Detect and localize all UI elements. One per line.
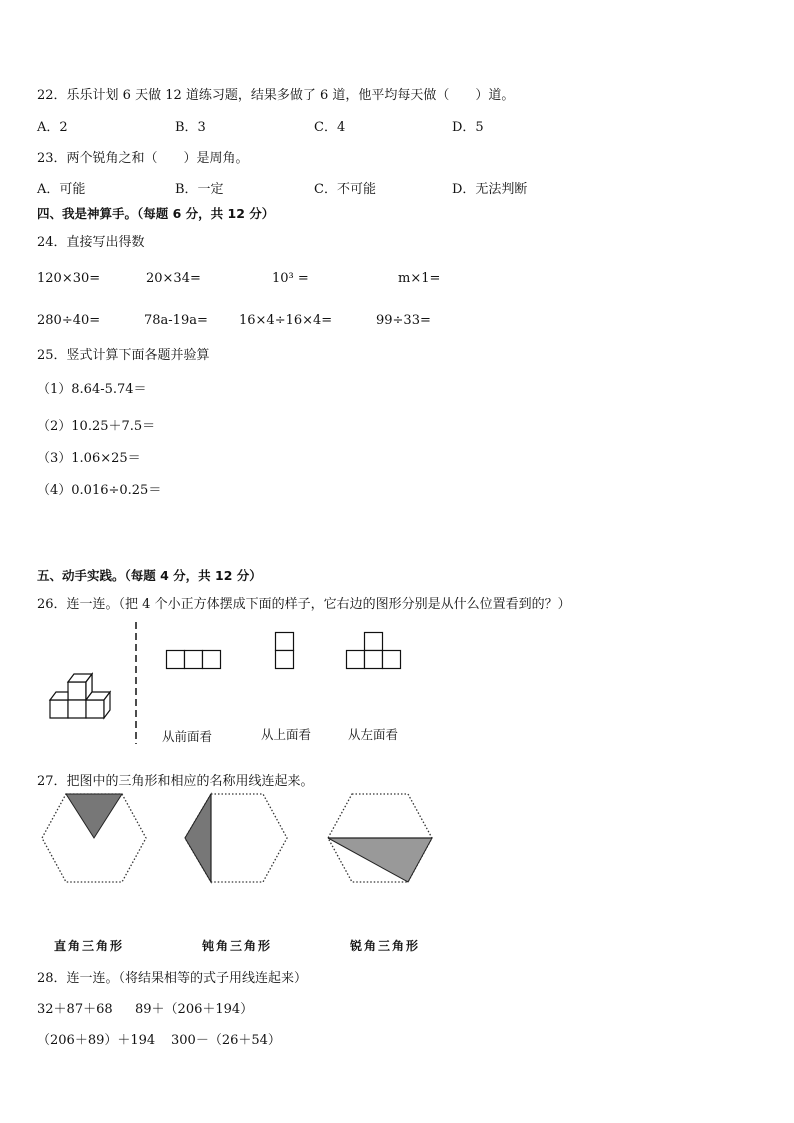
q25-item-3: （3）1.06×25＝ — [37, 451, 141, 466]
q27-label-obtuse: 钝角三角形 — [202, 939, 273, 953]
q28-expr-3: （206＋89）＋194 — [37, 1033, 156, 1048]
q28-expr-1: 32＋87＋68 — [37, 1002, 113, 1017]
q22-option-b: B．3 — [175, 120, 206, 135]
q24-r1-c1: 120×30= — [37, 271, 101, 286]
section4-heading: 四、我是神算手。（每题 6 分，共 12 分） — [37, 206, 275, 221]
q26-label-top: 从上面看 — [261, 727, 312, 742]
section5-heading: 五、动手实践。（每题 4 分，共 12 分） — [37, 568, 262, 583]
left-view-figure — [346, 632, 402, 670]
q28-expr-4: 300－（26＋54） — [171, 1033, 281, 1048]
q26-label-front: 从前面看 — [162, 729, 213, 744]
q22-option-a: A．2 — [37, 120, 68, 135]
q24-stem: 24．直接写出得数 — [37, 235, 145, 250]
q26-stem: 26．连一连。（把 4 个小正方体摆成下面的样子，它右边的图形分别是从什么位置看到的？） — [37, 597, 571, 612]
q25-item-4: （4）0.016÷0.25＝ — [37, 483, 162, 498]
q23-option-c: C．不可能 — [314, 182, 376, 197]
hexagon-obtuse-triangle-figure — [181, 792, 289, 886]
q24-r2-c2: 78a-19a= — [144, 313, 208, 328]
q24-r2-c3: 16×4÷16×4= — [239, 313, 333, 328]
top-view-figure — [275, 632, 295, 670]
q22-option-d: D．5 — [452, 120, 484, 135]
q28-stem: 28．连一连。（将结果相等的式子用线连起来） — [37, 971, 308, 986]
q26-label-left: 从左面看 — [348, 727, 399, 742]
hexagon-right-triangle-figure — [40, 792, 148, 886]
q22-stem: 22．乐乐计划 6 天做 12 道练习题，结果多做了 6 道，他平均每天做（ ）道。 — [37, 88, 515, 103]
q24-r1-c4: m×1= — [398, 271, 441, 286]
q24-r1-c2: 20×34= — [146, 271, 201, 286]
q25-item-2: （2）10.25＋7.5＝ — [37, 419, 156, 434]
q23-stem: 23．两个锐角之和（ ）是周角。 — [37, 151, 249, 166]
q23-option-b: B．一定 — [175, 182, 224, 197]
front-view-figure — [166, 650, 222, 670]
q22-option-c: C．4 — [314, 120, 346, 135]
q24-r1-c3: 10³ = — [272, 271, 309, 286]
q25-stem: 25．竖式计算下面各题并验算 — [37, 348, 210, 363]
q27-label-right: 直角三角形 — [54, 939, 125, 953]
q27-label-acute: 锐角三角形 — [350, 939, 421, 953]
q24-r2-c4: 99÷33= — [376, 313, 431, 328]
q24-r2-c1: 280÷40= — [37, 313, 101, 328]
divider-dashed-line — [134, 622, 138, 744]
cube-stack-figure — [40, 660, 130, 730]
q28-expr-2: 89＋（206＋194） — [135, 1002, 254, 1017]
q27-stem: 27．把图中的三角形和相应的名称用线连起来。 — [37, 774, 314, 789]
hexagon-acute-triangle-figure — [326, 792, 434, 886]
q25-item-1: （1）8.64-5.74＝ — [37, 382, 147, 397]
q23-option-a: A．可能 — [37, 182, 86, 197]
q23-option-d: D．无法判断 — [452, 182, 528, 197]
